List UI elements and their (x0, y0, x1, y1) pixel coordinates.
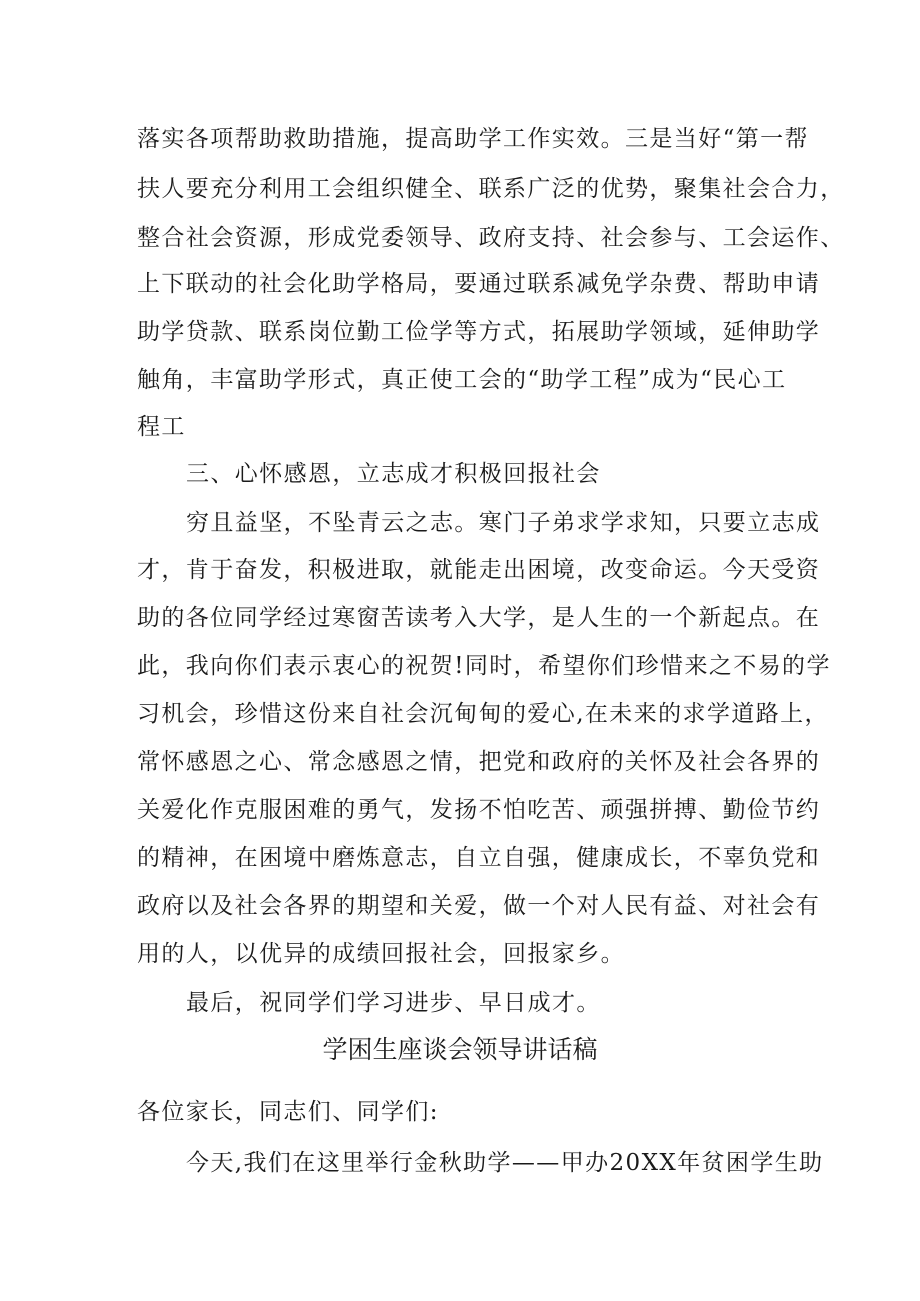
paragraph-line: 用的人，以优异的成绩回报社会，回报家乡。 (137, 941, 625, 967)
section-heading: 三、心怀感恩，立志成才积极回报社会 (186, 461, 601, 487)
paragraph-line: 才，肯于奋发，积极进取，就能走出困境，改变命运。今天受资 (137, 557, 821, 583)
paragraph-line: 政府以及社会各界的期望和关爱，做一个对人民有益、对社会有 (137, 893, 821, 919)
paragraph-line: 程工 (137, 414, 186, 440)
paragraph-line: 上下联动的社会化助学格局，要通过联系减免学杂费、帮助申请 (137, 271, 821, 297)
paragraph-line: 触角，丰富助学形式，真正使工会的“助学工程”成为“民心工 (137, 367, 787, 393)
paragraph-line: 扶人要充分利用工会组织健全、联系广泛的优势，聚集社会合力， (137, 176, 845, 202)
paragraph-line: 落实各项帮助救助措施，提高助学工作实效。三是当好“第一帮 (137, 126, 809, 152)
paragraph-line: 此，我向你们表示衷心的祝贺!同时，希望你们珍惜来之不易的学 (137, 653, 831, 679)
paragraph-line: 的精神，在困境中磨炼意志，自立自强，健康成长，不辜负党和 (137, 845, 821, 871)
paragraph-line: 穷且益坚，不坠青云之志。寒门子弟求学求知，只要立志成 (186, 510, 821, 536)
document-title: 学困生座谈会领导讲话稿 (322, 1035, 598, 1064)
paragraph-line: 常怀感恩之心、常念感恩之情，把党和政府的关怀及社会各界的 (137, 749, 821, 775)
paragraph-line: 整合社会资源，形成党委领导、政府支持、社会参与、工会运作、 (137, 225, 845, 251)
closing-line: 最后，祝同学们学习进步、早日成才。 (186, 990, 601, 1016)
paragraph-line: 助的各位同学经过寒窗苦读考入大学，是人生的一个新起点。在 (137, 605, 821, 631)
paragraph-line: 助学贷款、联系岗位勤工俭学等方式，拓展助学领域，延伸助学 (137, 319, 821, 345)
salutation: 各位家长，同志们、同学们: (137, 1099, 439, 1125)
paragraph-line: 关爱化作克服困难的勇气，发扬不怕吃苦、顽强拼搏、勤俭节约 (137, 797, 821, 823)
paragraph-line: 今天,我们在这里举行金秋助学——甲办20XX年贫困学生助 (186, 1150, 824, 1176)
paragraph-line: 习机会，珍惜这份来自社会沉甸甸的爱心,在未来的求学道路上， (137, 701, 829, 727)
